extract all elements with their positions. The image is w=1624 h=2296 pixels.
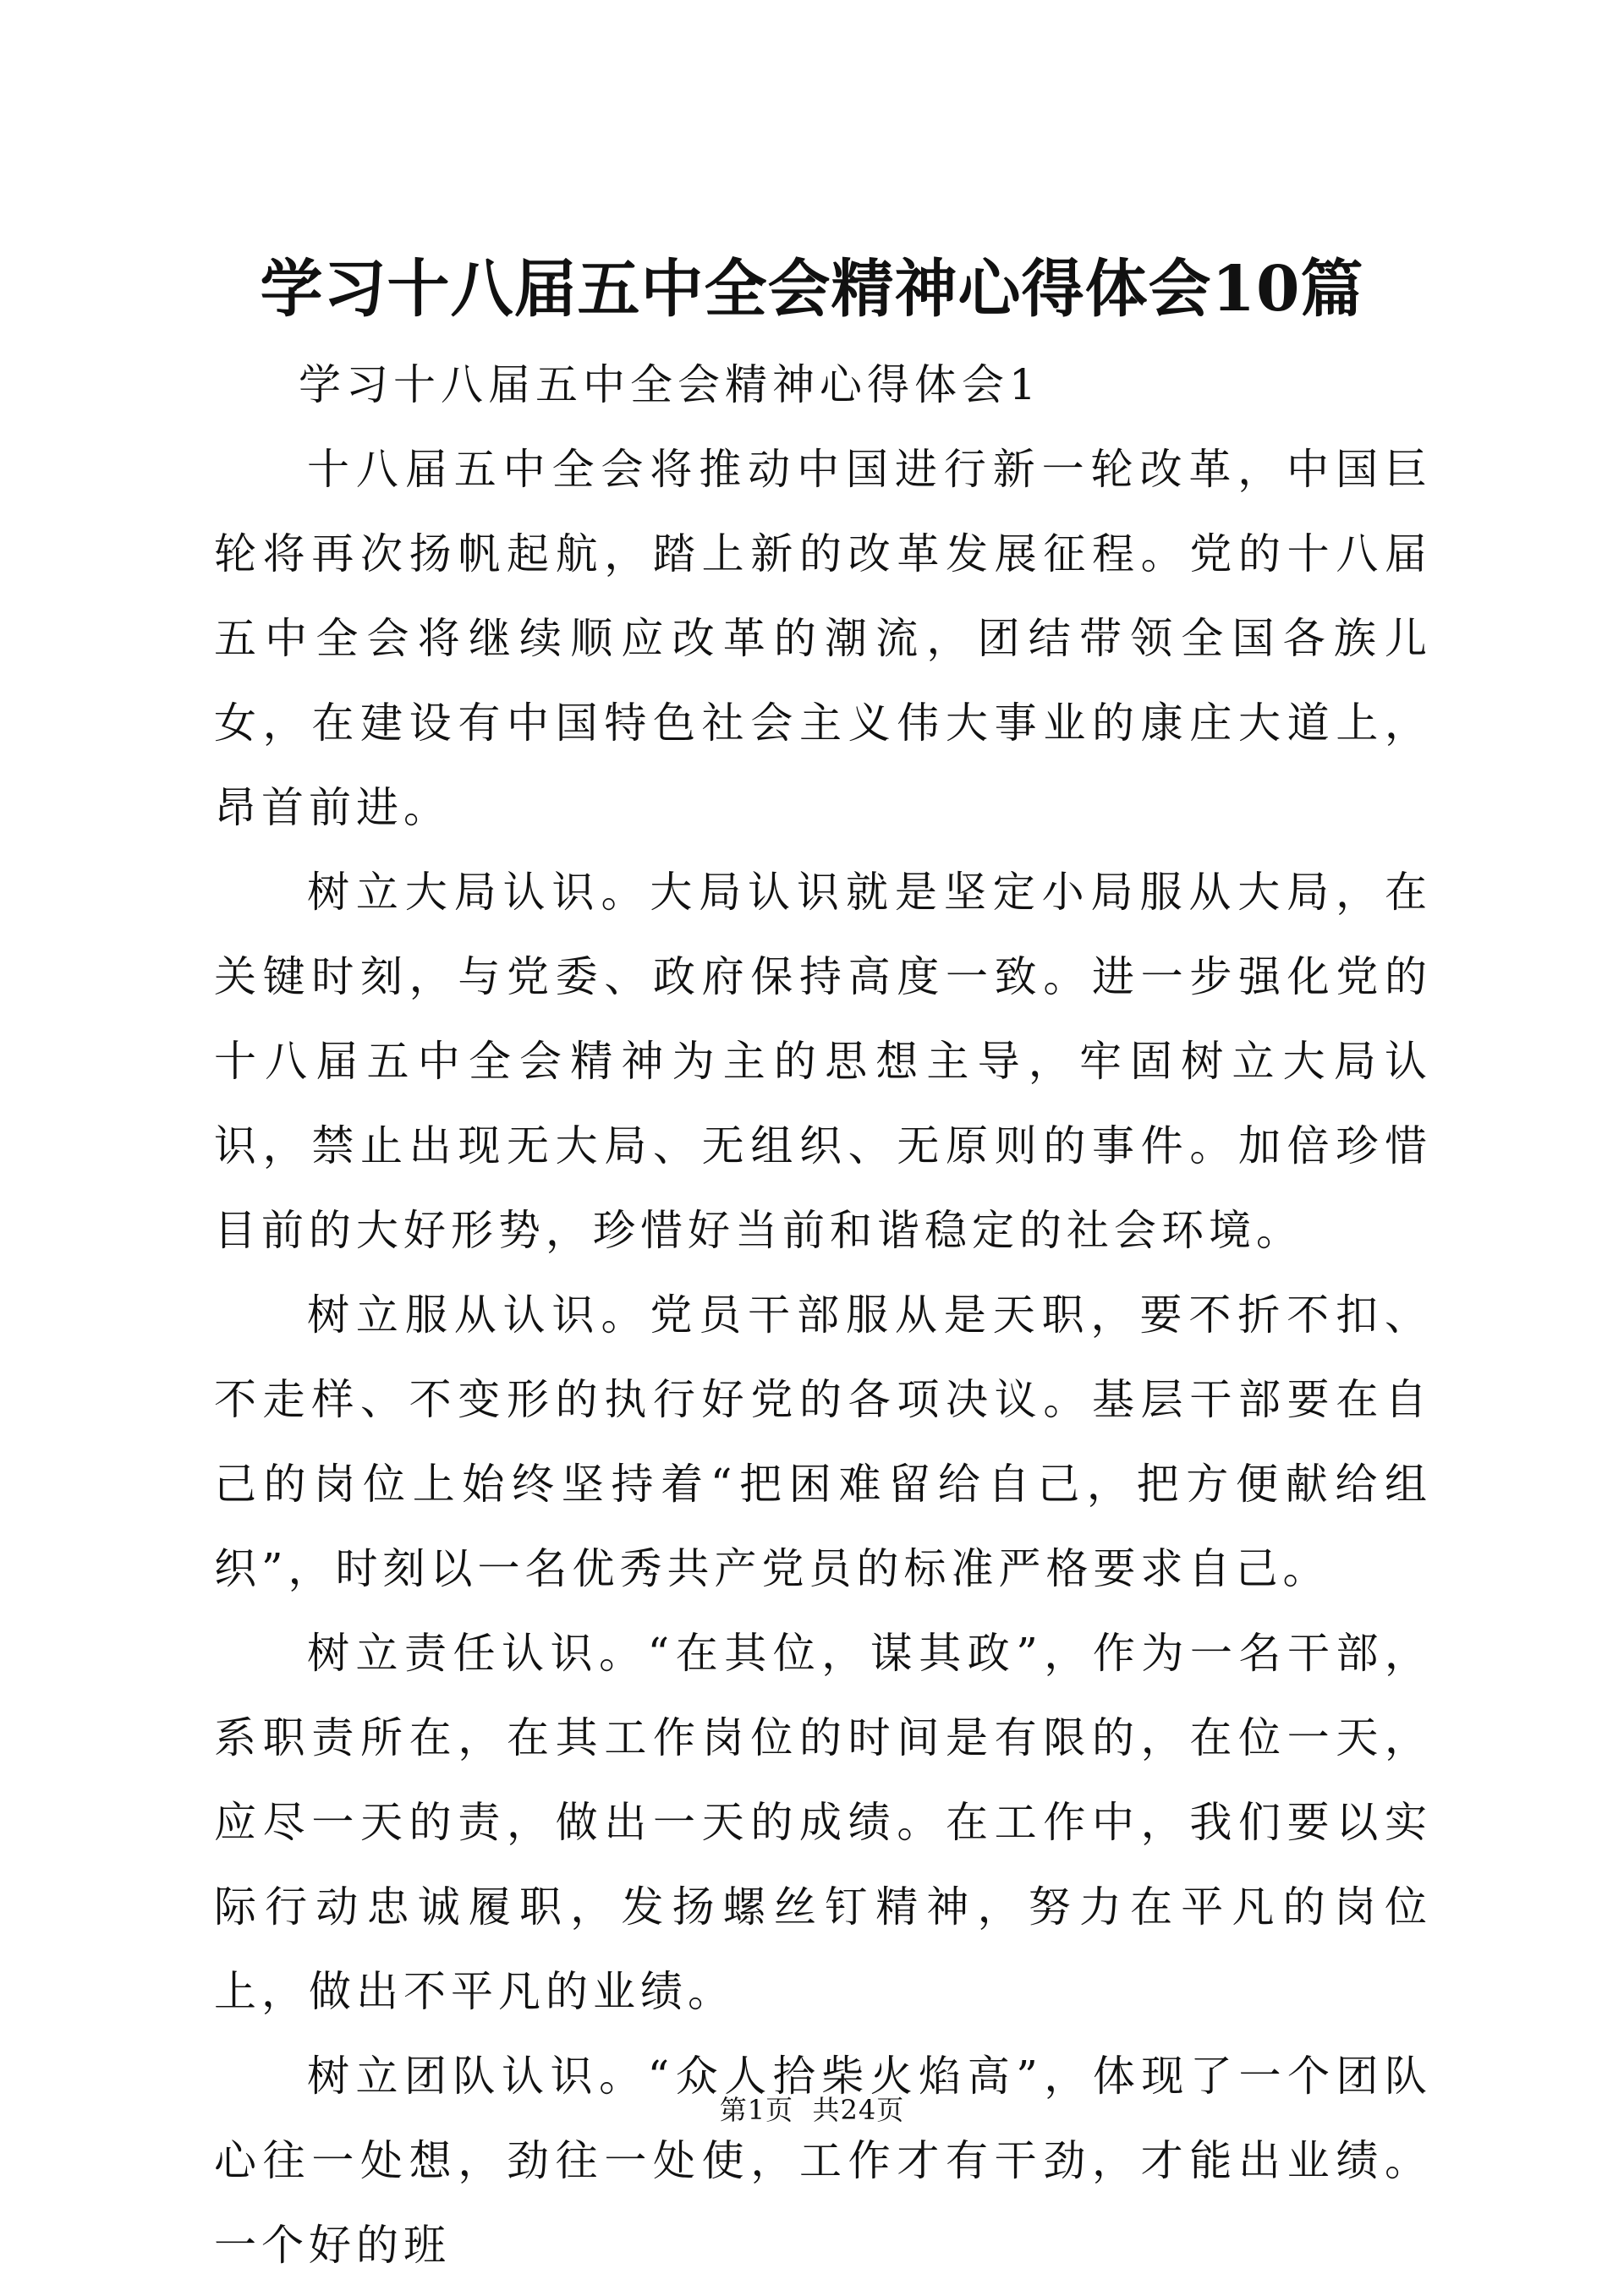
document-body	[214, 342, 1432, 2288]
document-title: 学习十八届五中全会精神心得体会10篇	[260, 253, 1364, 326]
page-footer	[0, 2093, 1624, 2127]
section-subtitle: 学习十八届五中全会精神心得体会1	[299, 360, 1041, 409]
paragraph: 树立团队认识。“众人拾柴火焰高”，体现了一个团队心往一处想，劲往一处使，工作才有干劲，才能出业绩。一个好的班	[214, 2052, 1432, 2270]
paragraph: 十八届五中全会将推动中国进行新一轮改革，中国巨轮将再次扬帆起航，踏上新的改革发展征程。党的十八届五中全会将继续顺应改革的潮流，团结带领全国各族儿女，在建设有中国特色社会主义伟大事业的康庄大道上，昂首前进。	[214, 445, 1432, 832]
footer-spacer	[793, 2094, 812, 2126]
paragraph: 树立责任认识。“在其位，谋其政”，作为一名干部，系职责所在，在其工作岗位的时间是有限的，在位一天，应尽一天的责，做出一天的成绩。在工作中，我们要以实际行动忠诚履职，发扬螺丝钉精神，努力在平凡的岗位上，做出不平凡的业绩。	[214, 1629, 1432, 2016]
paragraph: 树立大局认识。大局认识就是坚定小局服从大局，在关键时刻，与党委、政府保持高度一致。进一步强化党的十八届五中全会精神为主的思想主导，牢固树立大局认识，禁止出现无大局、无组织、无原则的事件。加倍珍惜目前的大好形势，珍惜好当前和谐稳定的社会环境。	[214, 868, 1432, 1255]
paragraph: 树立服从认识。党员干部服从是天职，要不折不扣、不走样、不变形的执行好党的各项决议。基层干部要在自己的岗位上始终坚持着“把困难留给自己，把方便献给组织”，时刻以一名优秀共产党员的标准严格要求自己。	[214, 1290, 1432, 1593]
page-number: 第1页	[719, 2094, 794, 2126]
page-total: 共24页	[812, 2094, 905, 2126]
